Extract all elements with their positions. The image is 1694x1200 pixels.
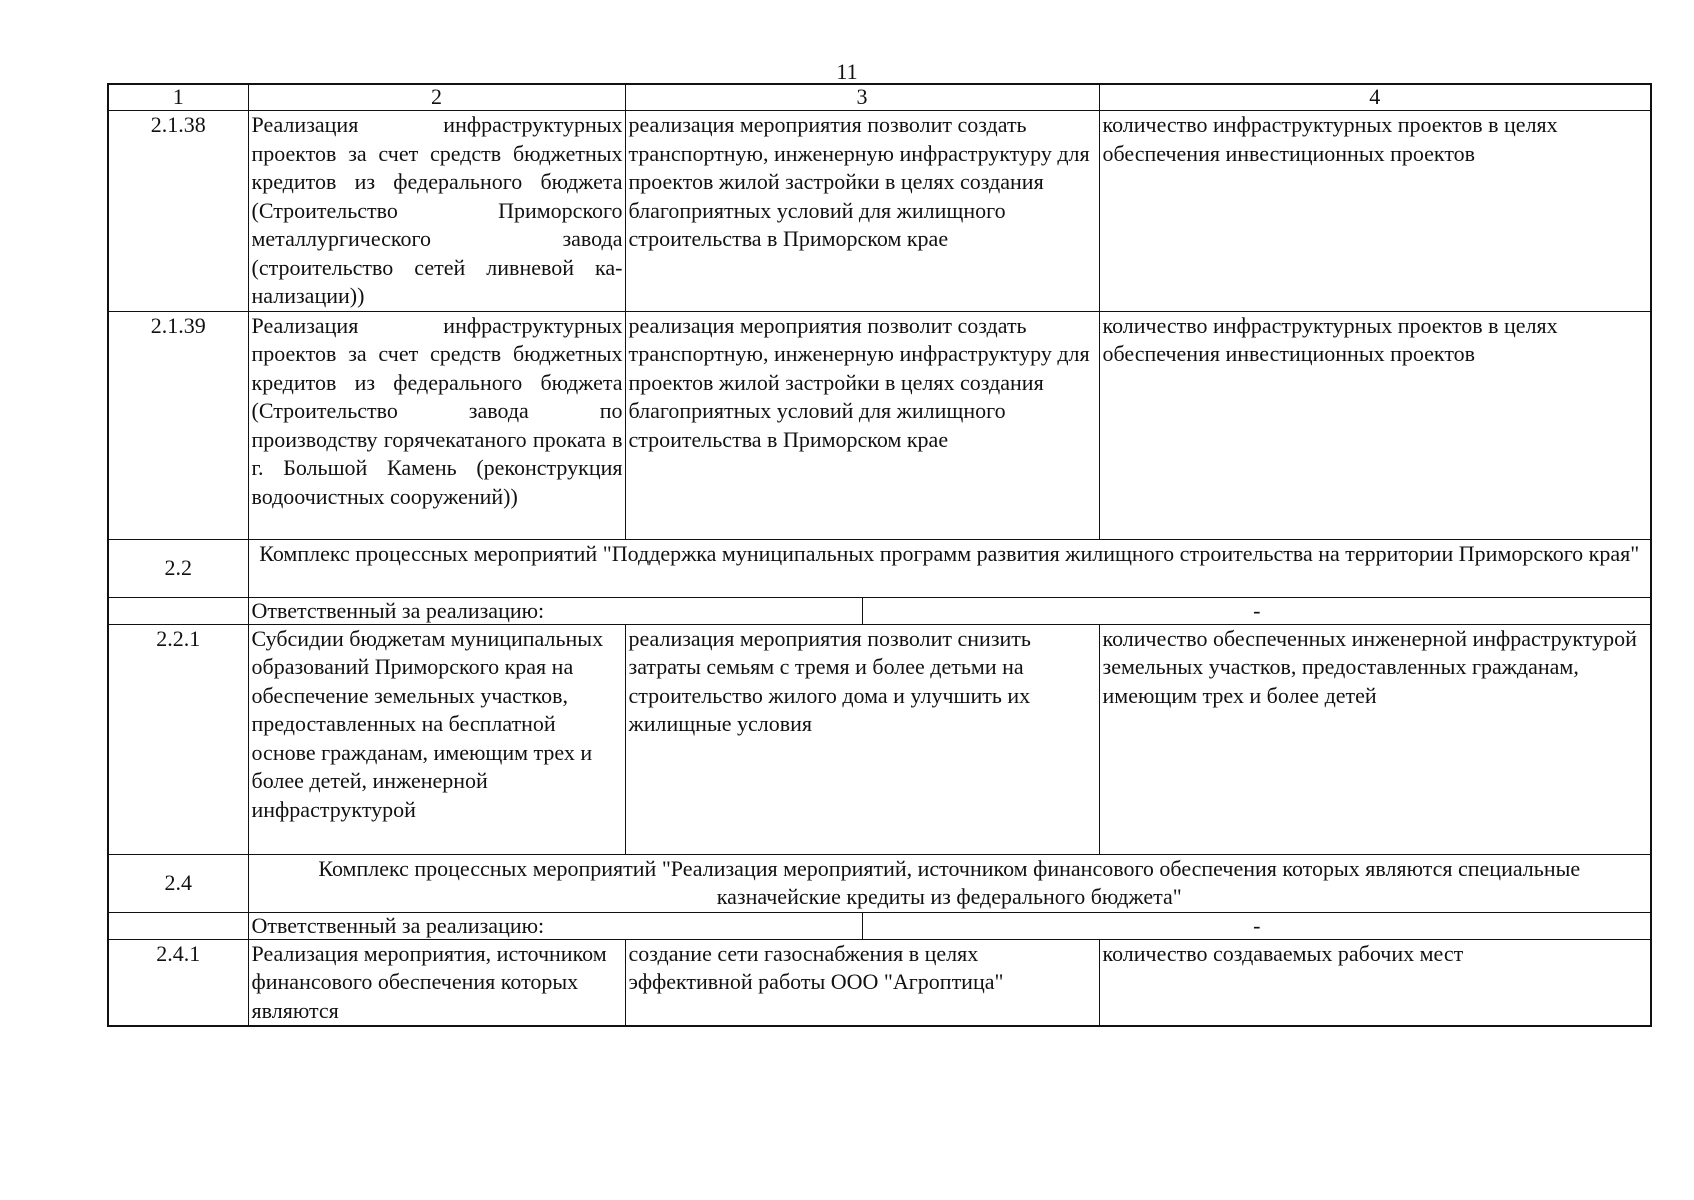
responsible-value: - (862, 912, 1651, 939)
responsible-row (108, 912, 1651, 939)
table-row (108, 624, 1651, 854)
page-number: 11 (836, 59, 858, 84)
table-header-row (108, 84, 1651, 111)
measure-result: реализация мероприятия позволит создать транспортную, инженерную инфраструктуру для проектов жилой застройки в целях создания благоприятных условий для жилищного строительства в Приморском крае (625, 111, 1099, 312)
row-number: 2.1.39 (108, 311, 248, 539)
measure-name: Субсидии бюджетам муниципальных образований Приморского края на обеспечение земельных участков, предоставленных на бесплатной основе гражданам, имеющим трех и более детей, инженерной инфраструктурой (248, 624, 625, 854)
row-number: 2.4.1 (108, 939, 248, 1026)
column-header-3: 3 (625, 84, 1099, 111)
empty-cell (108, 597, 248, 624)
complex-row (108, 854, 1651, 912)
column-header-4: 4 (1099, 84, 1651, 111)
measure-indicator: количество обеспеченных инженерной инфраструктурой земельных участков, предоставленных гражданам, имеющим трех и более детей (1099, 624, 1651, 854)
measure-result: создание сети газоснабжения в целях эффективной работы ООО "Агроптица" (625, 939, 1099, 1026)
measure-indicator: количество инфраструктурных проектов в целях обеспечения инвестиционных проектов (1099, 111, 1651, 312)
table-row (108, 311, 1651, 539)
measure-result: реализация мероприятия позволит создать транспортную, инженерную инфраструктуру для проектов жилой застройки в целях создания благоприятных условий для жилищного строительства в Приморском крае (625, 311, 1099, 539)
measure-name: Реализация мероприятия, источником финансового обеспечения которых являются (248, 939, 625, 1026)
complex-title: Комплекс процессных мероприятий "Реализация мероприятий, источником финансового обеспечения которых являются специальные казначейские кредиты из федерального бюджета" (248, 854, 1651, 912)
measure-indicator: количество инфраструктурных проектов в целях обеспечения инвестиционных проектов (1099, 311, 1651, 539)
measure-name: Реализация инфраструктурных проектов за счет средств бюджетных кредитов из федерального бюджета (Строительство Приморского металлургического завода (строительство сетей ливневой канализации)) (248, 111, 625, 312)
row-number: 2.1.38 (108, 111, 248, 312)
table-row (108, 939, 1651, 1026)
measure-indicator: количество создаваемых рабочих мест (1099, 939, 1651, 1026)
complex-row (108, 539, 1651, 597)
row-number: 2.2.1 (108, 624, 248, 854)
column-header-1: 1 (108, 84, 248, 111)
complex-number: 2.2 (108, 539, 248, 597)
responsible-row (108, 597, 1651, 624)
measure-name: Реализация инфраструктурных проектов за счет средств бюджетных кредитов из федерального бюджета (Строительство завода по производству горячекатаного проката в г. Большой Камень (реконструкция водоочистных сооружений)) (248, 311, 625, 539)
responsible-label: Ответственный за реализацию: (248, 597, 862, 624)
measures-table (107, 83, 1652, 1027)
column-header-2: 2 (248, 84, 625, 111)
table-row (108, 111, 1651, 312)
measure-result: реализация мероприятия позволит снизить затраты семьям с тремя и более детьми на строительство жилого дома и улучшить их жилищные условия (625, 624, 1099, 854)
empty-cell (108, 912, 248, 939)
complex-number: 2.4 (108, 854, 248, 912)
responsible-value: - (862, 597, 1651, 624)
responsible-label: Ответственный за реализацию: (248, 912, 862, 939)
complex-title: Комплекс процессных мероприятий "Поддержка муниципальных программ развития жилищного строительства на территории Приморского края" (248, 539, 1651, 597)
